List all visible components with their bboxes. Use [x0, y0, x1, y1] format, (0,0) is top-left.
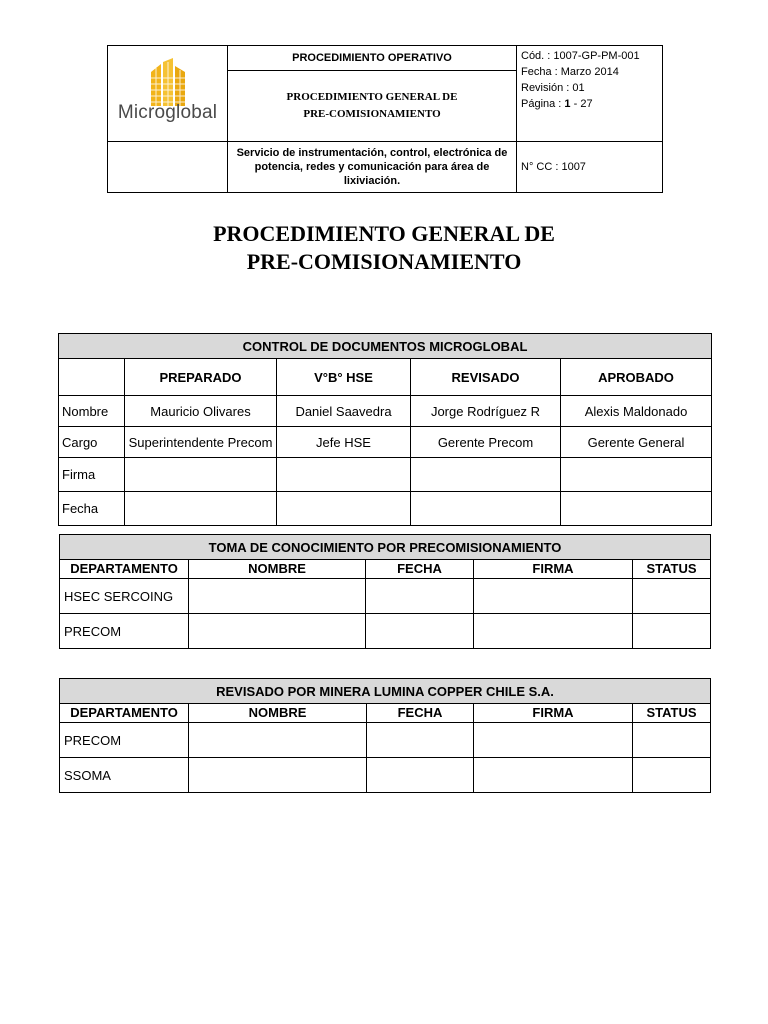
- control-table: [58, 333, 712, 526]
- col-vb-hse: V°B° HSE: [277, 359, 411, 396]
- table-cell: Jefe HSE: [277, 427, 411, 458]
- signature-field[interactable]: [474, 758, 633, 793]
- meta-revision: Revisión : 01: [521, 82, 585, 94]
- signature-field[interactable]: [277, 458, 411, 492]
- col-departamento: DEPARTAMENTO: [60, 560, 189, 579]
- table-row: [60, 758, 711, 793]
- signature-field[interactable]: [474, 614, 633, 649]
- microglobal-logo: [108, 54, 227, 134]
- table-row: [59, 396, 712, 427]
- date-field[interactable]: [366, 579, 474, 614]
- meta-fecha: Fecha : Marzo 2014: [521, 66, 619, 78]
- page-title: PROCEDIMIENTO GENERAL DE PRE-COMISIONAMIENTO: [213, 221, 555, 274]
- toma-heading: TOMA DE CONOCIMIENTO POR PRECOMISIONAMIENTO: [60, 535, 711, 560]
- name-field[interactable]: [189, 579, 366, 614]
- row-label: Nombre: [59, 396, 125, 427]
- table-row: [60, 723, 711, 758]
- meta-pagina: Página : 1 - 27: [521, 98, 593, 110]
- table-row: [59, 458, 712, 492]
- col-aprobado: APROBADO: [561, 359, 712, 396]
- status-field[interactable]: [633, 723, 711, 758]
- col-preparado: PREPARADO: [125, 359, 277, 396]
- table-cell: Mauricio Olivares: [125, 396, 277, 427]
- date-field[interactable]: [367, 723, 474, 758]
- signature-field[interactable]: [561, 458, 712, 492]
- toma-table: [59, 534, 711, 649]
- table-cell: Alexis Maldonado: [561, 396, 712, 427]
- table-cell: Gerente Precom: [411, 427, 561, 458]
- control-corner: [59, 359, 125, 396]
- revisado-heading: REVISADO POR MINERA LUMINA COPPER CHILE S.A.: [60, 679, 711, 704]
- status-field[interactable]: [633, 579, 711, 614]
- col-revisado: REVISADO: [411, 359, 561, 396]
- logo-cell-empty: [108, 142, 228, 193]
- name-field[interactable]: [189, 758, 367, 793]
- col-status: STATUS: [633, 560, 711, 579]
- name-field[interactable]: [189, 614, 366, 649]
- row-label: Firma: [59, 458, 125, 492]
- col-departamento: DEPARTAMENTO: [60, 704, 189, 723]
- col-firma: FIRMA: [474, 560, 633, 579]
- date-field[interactable]: [561, 492, 712, 526]
- table-cell: Daniel Saavedra: [277, 396, 411, 427]
- signature-field[interactable]: [474, 579, 633, 614]
- signature-field[interactable]: [125, 458, 277, 492]
- department-label: SSOMA: [60, 758, 189, 793]
- procedure-type: PROCEDIMIENTO OPERATIVO: [228, 46, 517, 71]
- department-label: PRECOM: [60, 614, 189, 649]
- building-logo-icon: [143, 58, 193, 108]
- table-cell: Superintendente Precom: [125, 427, 277, 458]
- status-field[interactable]: [633, 758, 711, 793]
- table-cell: Jorge Rodríguez R: [411, 396, 561, 427]
- col-status: STATUS: [633, 704, 711, 723]
- signature-field[interactable]: [411, 458, 561, 492]
- col-firma: FIRMA: [474, 704, 633, 723]
- service-description: Servicio de instrumentación, control, electrónica de potencia, redes y comunicación para área de lixiviación.: [228, 142, 517, 193]
- table-row: [60, 614, 711, 649]
- col-nombre: NOMBRE: [189, 704, 367, 723]
- date-field[interactable]: [366, 614, 474, 649]
- logo-text: Microglobal: [117, 101, 218, 123]
- control-heading: CONTROL DE DOCUMENTOS MICROGLOBAL: [59, 334, 712, 359]
- meta-cod: Cód. : 1007-GP-PM-001: [521, 50, 640, 62]
- date-field[interactable]: [367, 758, 474, 793]
- meta-ncc: N° CC : 1007: [517, 142, 663, 193]
- document-header: [107, 45, 663, 193]
- status-field[interactable]: [633, 614, 711, 649]
- procedure-title: PROCEDIMIENTO GENERAL DE PRE-COMISIONAMIENTO: [228, 71, 517, 142]
- department-label: HSEC SERCOING: [60, 579, 189, 614]
- document-meta: [517, 46, 663, 142]
- signature-field[interactable]: [474, 723, 633, 758]
- col-fecha: FECHA: [366, 560, 474, 579]
- row-label: Cargo: [59, 427, 125, 458]
- col-fecha: FECHA: [367, 704, 474, 723]
- logo-cell: [108, 46, 228, 142]
- table-cell: Gerente General: [561, 427, 712, 458]
- col-nombre: NOMBRE: [189, 560, 366, 579]
- revisado-table: [59, 678, 711, 793]
- date-field[interactable]: [411, 492, 561, 526]
- date-field[interactable]: [277, 492, 411, 526]
- date-field[interactable]: [125, 492, 277, 526]
- table-row: [59, 427, 712, 458]
- name-field[interactable]: [189, 723, 367, 758]
- department-label: PRECOM: [60, 723, 189, 758]
- row-label: Fecha: [59, 492, 125, 526]
- table-row: [59, 492, 712, 526]
- table-row: [60, 579, 711, 614]
